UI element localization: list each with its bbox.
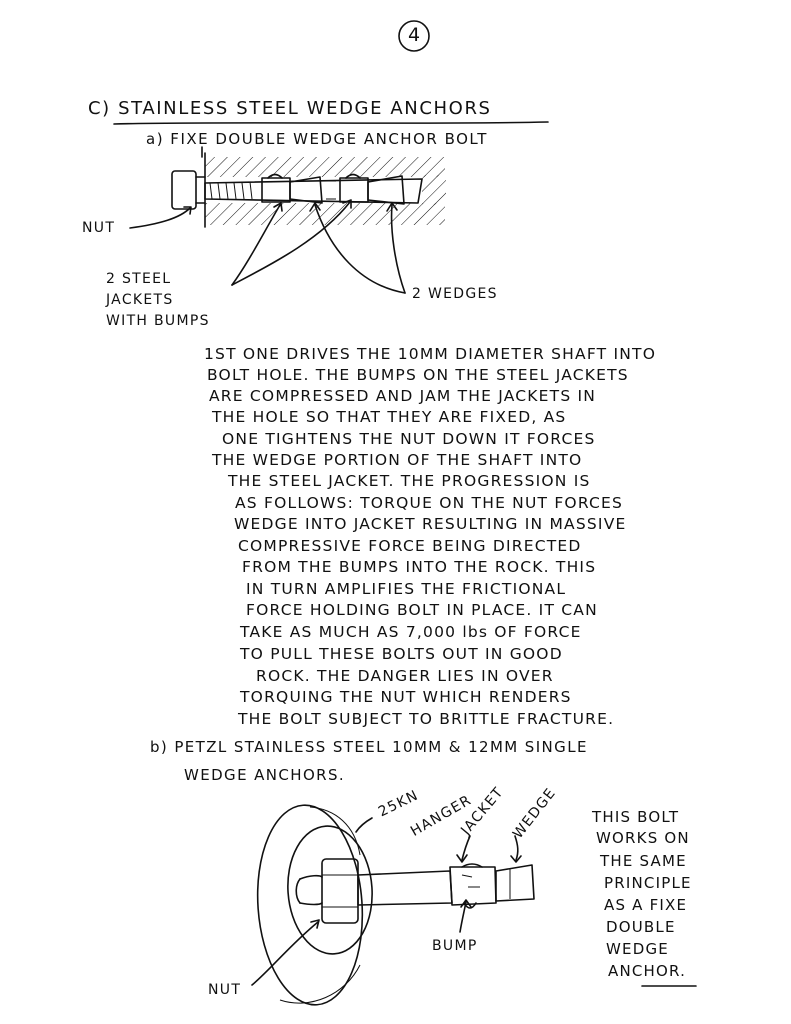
description-line: THE WEDGE PORTION OF THE SHAFT INTO	[212, 451, 583, 469]
description-line: TORQUING THE NUT WHICH RENDERS	[240, 688, 572, 706]
description-line: AS FOLLOWS: TORQUE ON THE NUT FORCES	[235, 494, 624, 512]
note-line: THIS BOLT	[592, 808, 680, 826]
note-line: THE SAME	[600, 852, 687, 870]
description-line: 1ST ONE DRIVES THE 10MM DIAMETER SHAFT INTO	[204, 345, 657, 363]
nut-label: NUT	[82, 220, 116, 236]
subsection-b-title-line-1: b) PETZL STAINLESS STEEL 10MM & 12MM SINGLE	[150, 738, 588, 756]
jacket-label: JACKET	[458, 784, 508, 839]
description-line: ONE TIGHTENS THE NUT DOWN IT FORCES	[222, 430, 596, 448]
note-line: WORKS ON	[596, 829, 690, 847]
note-line: ANCHOR.	[608, 962, 687, 980]
description-line: ARE COMPRESSED AND JAM THE JACKETS IN	[209, 387, 597, 405]
note-underline	[640, 982, 700, 990]
description-line: TO PULL THESE BOLTS OUT IN GOOD	[240, 645, 563, 663]
description-line: THE HOLE SO THAT THEY ARE FIXED, AS	[212, 408, 567, 426]
description-line: FROM THE BUMPS INTO THE ROCK. THIS	[242, 558, 597, 576]
jackets-label-line-2: JACKETS	[106, 292, 174, 308]
nut-label-b: NUT	[208, 982, 242, 998]
wedge-label: WEDGE	[510, 784, 560, 842]
note-line: WEDGE	[606, 940, 669, 958]
description-line: FORCE HOLDING BOLT IN PLACE. IT CAN	[246, 601, 598, 619]
description-line: WEDGE INTO JACKET RESULTING IN MASSIVE	[234, 515, 627, 533]
note-line: DOUBLE	[606, 918, 676, 936]
hanger-label: HANGER	[408, 792, 475, 840]
description-line: TAKE AS MUCH AS 7,000 lbs OF FORCE	[240, 623, 582, 641]
hanger-kn-label: 25KN	[376, 787, 422, 821]
subsection-b-title-line-2: WEDGE ANCHORS.	[184, 766, 346, 784]
note-line: PRINCIPLE	[604, 874, 692, 892]
jackets-label-line-3: WITH BUMPS	[106, 313, 210, 329]
description-line: THE STEEL JACKET. THE PROGRESSION IS	[228, 472, 591, 490]
subsection-a-title: a) FIXE DOUBLE WEDGE ANCHOR BOLT	[146, 130, 488, 148]
jackets-label-line-1: 2 STEEL	[106, 271, 172, 287]
description-line: ROCK. THE DANGER LIES IN OVER	[256, 667, 554, 685]
wedges-label: 2 WEDGES	[412, 286, 498, 302]
description-line: THE BOLT SUBJECT TO BRITTLE FRACTURE.	[238, 710, 615, 728]
bump-label: BUMP	[432, 938, 478, 954]
description-line: IN TURN AMPLIFIES THE FRICTIONAL	[246, 580, 567, 598]
section-c-heading: C) STAINLESS STEEL WEDGE ANCHORS	[88, 98, 492, 119]
note-line: AS A FIXE	[604, 896, 688, 914]
description-line: COMPRESSIVE FORCE BEING DIRECTED	[238, 537, 582, 555]
description-line: BOLT HOLE. THE BUMPS ON THE STEEL JACKETS	[207, 366, 629, 384]
page-number: 4	[408, 24, 422, 46]
